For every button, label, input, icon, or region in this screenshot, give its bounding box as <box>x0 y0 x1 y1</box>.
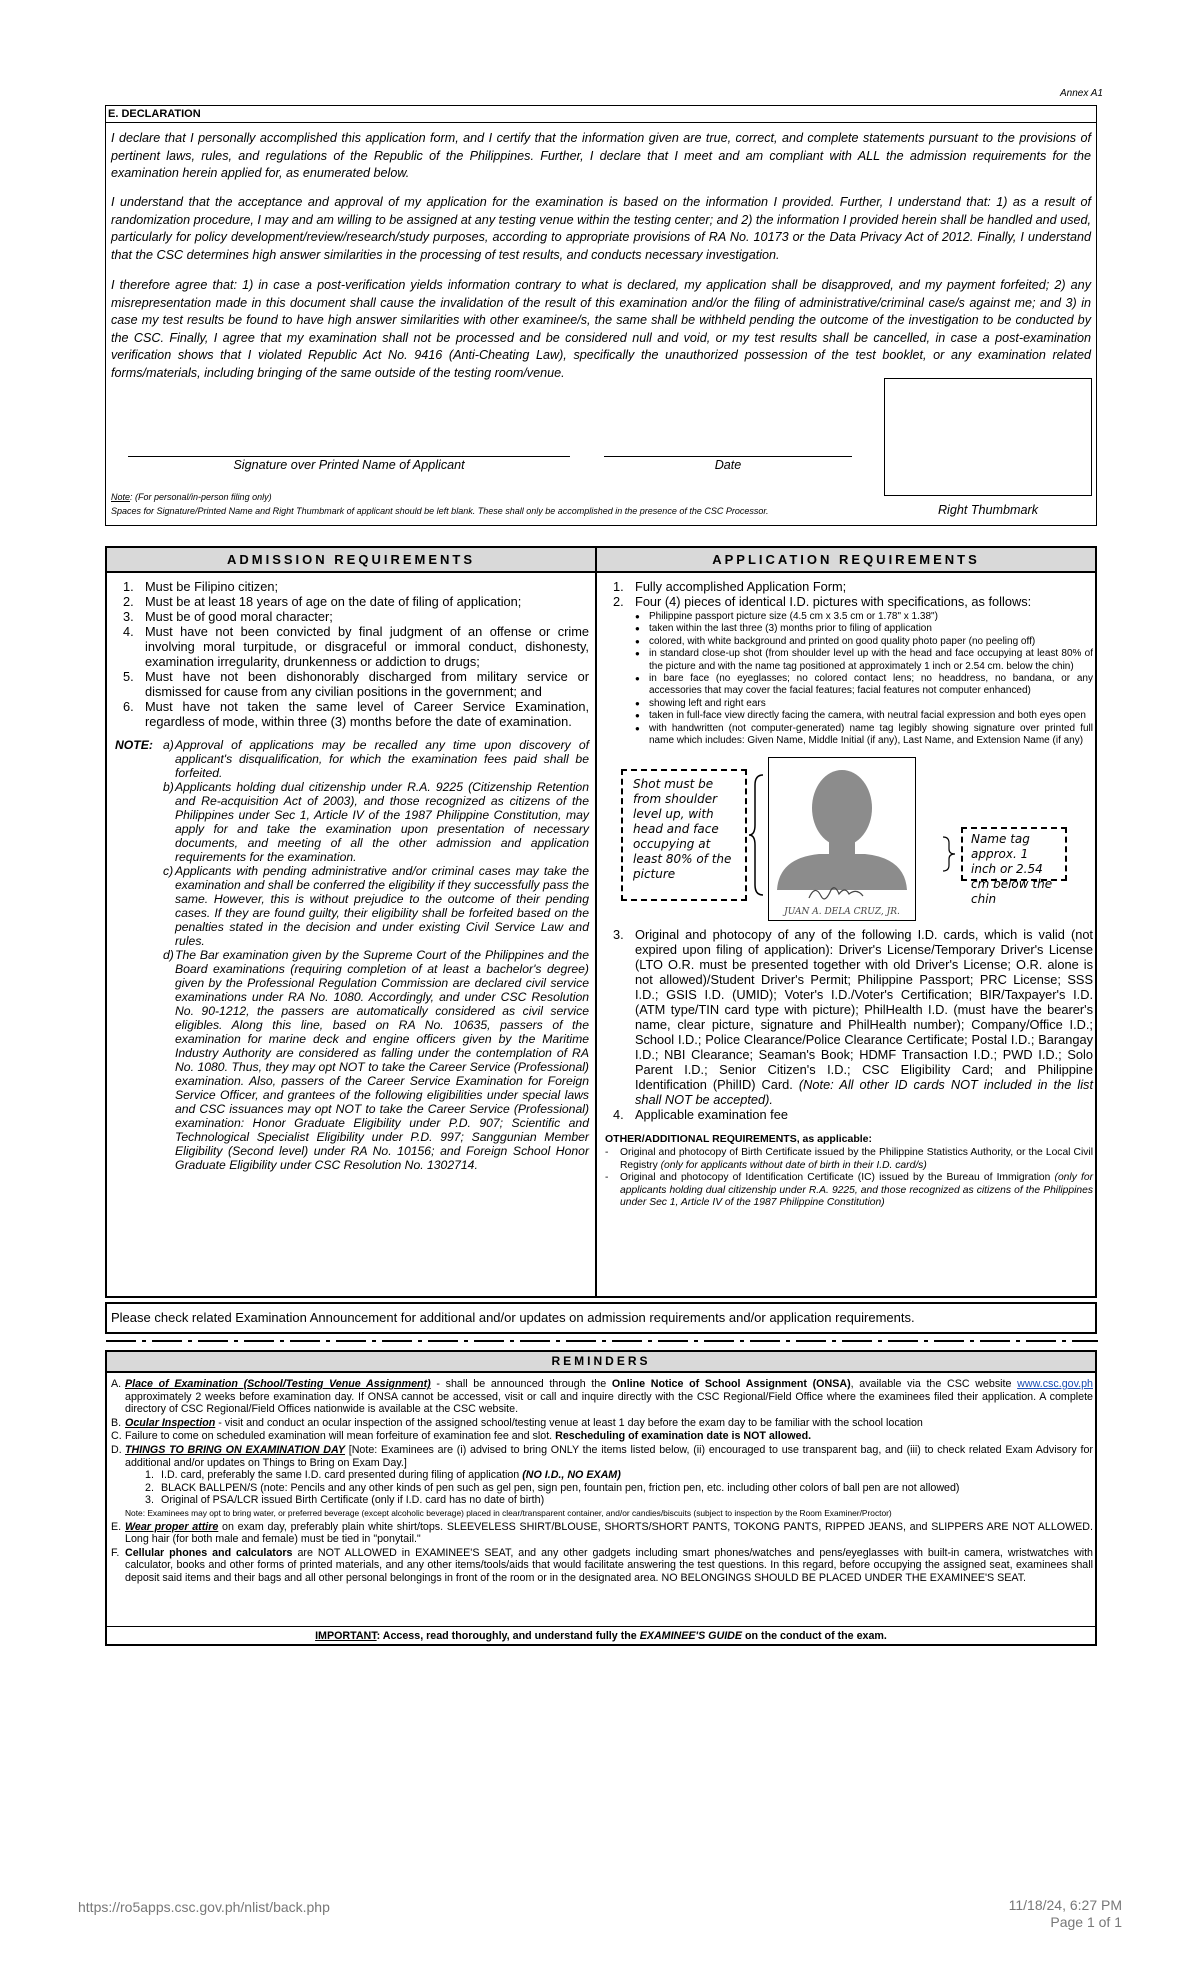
list-item: ● taken within the last three (3) months prior to filing of application <box>635 623 1093 635</box>
things-to-bring-list <box>139 1469 1093 1507</box>
list-item: ● Philippine passport picture size (4.5 cm x 3.5 cm or 1.78" x 1.38") <box>635 611 1093 623</box>
list-item: 1. Fully accomplished Application Form; <box>613 579 847 594</box>
list-item: ● in bare face (no eyeglasses; no colored contact lens; no headdress, no bandana, or any accessories that may cover the facial features; facial features not computer enhanced) <box>635 673 1093 698</box>
other-requirements-list <box>605 1147 1093 1209</box>
list-item: ● with handwritten (not computer-generated) name tag legibly showing signature over printed full name which includes: Given Name, Middle Initial (if any), Last Name, and Extension Name (if any) <box>635 723 1093 748</box>
date-label: Date <box>714 458 742 472</box>
thumbmark-box <box>884 378 1092 496</box>
note-label: Note <box>111 492 131 502</box>
declaration-note-2: Spaces for Signature/Printed Name and Right Thumbmark of applicant should be left blank. These shall only be accomplished in the presence of the CSC Processor. <box>111 506 769 516</box>
declaration-paragraph-2: I understand that the acceptance and approval of my application for the examination is based on the information I provided. Further, I understand that: 1) as a result of randomization procedure, I may and am willing to be assigned at any testing venue within the testing center; and 2) the information I provided herein shall be handled and used, particularly for policy development/review/research/study purposes, according to appropriate provisions of RA No. 10173 or the Data Privacy Act of 2012. Finally, I understand that the CSC determines high answer similarities in the processing of test results, and conducts necessary investigation. <box>111 195 1091 262</box>
right-brace-icon <box>941 835 955 873</box>
admission-heading: ADMISSION REQUIREMENTS <box>226 552 475 567</box>
note-item-c: c) Applicants with pending administrative and/or criminal cases may take the examination and shall be conferred the eligibility if they successfully pass the same. However, this is without prejudice to the outcome of their pending cases. If they are found guilty, their eligibility shall be forfeited based on the penalties stated in the decision and under existing Civil Service Law and rules. <box>163 864 589 948</box>
print-footer-meta <box>1009 1897 1122 1931</box>
list-item: 2. Must be at least 18 years of age on the date of filing of application; <box>123 594 522 609</box>
list-item: ● in standard close-up shot (from shoulder level up with the head and face occupying at least 80% of the picture and with the name tag positioned at approximately 1 inch or 2.54 cm. below the chin) <box>635 648 1093 673</box>
application-heading: APPLICATION REQUIREMENTS <box>712 552 980 567</box>
list-item: 4. Must have not been convicted by final judgment of an offense or crime involving moral turpitude, or disgraceful or immoral conduct, dishonesty, examination irregularity, drunkenness or addiction to drugs; <box>123 624 589 669</box>
print-footer-url: https://ro5apps.csc.gov.ph/nlist/back.php <box>78 1899 330 1915</box>
list-item: 4. Applicable examination fee <box>613 1107 788 1123</box>
list-item: 1. I.D. card, preferably the same I.D. card presented during filing of application (NO I.D., NO EXAM) <box>145 1469 621 1482</box>
declaration-paragraph-3-text: I therefore agree that: 1) in case a post-verification yields information contrary to what is declared, my application shall be disapproved, and my payment forfeited; 2) any misrepresentation made in this document shall cause the invalidation of the result of this examination and/or the filing of administrative/criminal case/s against me; and 3) in case my test results be found to have high answer similarities with other examinee/s, the same shall be withheld pending the outcome of the investigation to be conducted by the CSC. Finally, I agree that my examination shall not be processed and be considered null and void, or my test results shall be cancelled, in case a post-examination verification shows that I violated Republic Act No. 9416 (Anti-Cheating Law), specifically the unauthorized possession of the test booklet, or any examination related forms/materials, including bringing of the same outside of the testing room/venue. <box>111 278 1091 380</box>
things-to-bring-note: Note: Examinees may opt to bring water, or preferred beverage (except alcoholic beverage) placed in clear/transparent container, and/or candies/biscuits (subject to inspection by the Room Examiner/Proctor) <box>125 1507 892 1518</box>
csc-website-link[interactable]: www.csc.gov.ph <box>1017 1378 1093 1390</box>
reminder-a: A. Place of Examination (School/Testing Venue Assignment) - shall be announced through the Online Notice of School Assignment (ONSA), available via the CSC website www.csc.gov.ph approximately 2 weeks before examination day. If ONSA cannot be accessed, visit or call and inquire directly with the CSC Regional/Field Office where the examinees filed their application. A complete directory of CSC Regional/Field Offices nationwide is available at the CSC website. <box>111 1378 1093 1416</box>
picture-spec-list <box>635 611 1093 747</box>
list-item: 2. Four (4) pieces of identical I.D. pictures with specifications, as follows: <box>613 594 1032 609</box>
sample-id-photo <box>768 757 916 921</box>
list-item: - Original and photocopy of Birth Certificate issued by the Philippine Statistics Authority, or the Local Civil Registry (only for applicants without date of birth in their I.D. card/s) <box>605 1147 1093 1171</box>
shot-callout: Shot must be from shoulder level up, with head and face occupying at least 80% of the picture <box>621 769 747 901</box>
declaration-heading: E. DECLARATION <box>106 106 1096 123</box>
annex-label: Annex A1 <box>1060 88 1103 99</box>
list-item: 3. Must be of good moral character; <box>123 609 333 624</box>
other-requirements-heading: OTHER/ADDITIONAL REQUIREMENTS, as applicable: <box>605 1133 873 1146</box>
left-brace-icon <box>749 773 765 897</box>
list-item: 6. Must have not taken the same level of Career Service Examination, regardless of mode, within three (3) months before the date of examination. <box>123 699 589 729</box>
reminders-heading: REMINDERS <box>107 1352 1095 1373</box>
list-item: 5. Must have not been dishonorably discharged from military service or dismissed for cause from any civilian positions in the government; and <box>123 669 589 699</box>
list-item: ● showing left and right ears <box>635 698 1093 710</box>
signature-label: Signature over Printed Name of Applicant <box>233 458 465 472</box>
reminder-c: C. Failure to come on scheduled examination will mean forfeiture of examination fee and slot. Rescheduling of examination date is NOT allowed. <box>111 1430 812 1443</box>
print-page-number: Page 1 of 1 <box>1050 1914 1122 1930</box>
signature-line <box>128 456 570 457</box>
admission-notes <box>115 738 589 1172</box>
list-item: 3. Original and photocopy of any of the following I.D. cards, which is valid (not expired upon filing of application): Driver's License/Temporary Driver's License (LTO O.R. must be presented together with old Driver's License; O.R. alone is not allowed)/Student Driver's Permit; Philippine Passport; PRC License; SSS I.D.; GSIS I.D. (UMID); Voter's I.D./Voter's Certification; BIR/Taxpayer's I.D. (ATM type/TIN card type with picture); PhilHealth I.D. (must have the bearer's name, clear picture, signature and PhilHealth number); Company/Office I.D.; School I.D.; Police Clearance/Police Clearance Certificate; Postal I.D.; Barangay I.D.; NBI Clearance; Seaman's Book; HDMF Transaction I.D.; PWD I.D.; Solo Parent I.D.; Senior Citizen's I.D.; CSC Eligibility Card; and Philippine Identification (PhilID) Card. (Note: All other ID cards NOT included in the list shall NOT be accepted). <box>613 927 1094 1108</box>
list-item: 2. BLACK BALLPEN/S (note: Pencils and any other kinds of pen such as gel pen, sign pen, fountain pen, friction pen, etc. including other colors of ball pen are not allowed) <box>145 1481 960 1494</box>
list-item: ● taken in full-face view directly facing the camera, with neutral facial expression and both eyes open <box>635 710 1093 722</box>
application-list-cont <box>605 927 1093 1122</box>
admission-column <box>115 579 589 1172</box>
thumbmark-label: Right Thumbmark <box>937 503 1039 517</box>
reminders-list <box>111 1378 1093 1585</box>
reminder-f: F. Cellular phones and calculators are NOT ALLOWED in EXAMINEE'S SEAT, and any other gadgets including smart phones/watches and pens/eyeglasses with built-in camera, wristwatches with calculator, books and other forms of printed materials, and any other items/tools/aids that would facilitate answering the test questions. In this regard, before occupying the assigned seat, examinees shall deposit said items and their bags and all other personal belongings in front of the room or in the designated area. NO BELONGINGS SHOULD BE PLACED UNDER THE EXAMINEE'S SEAT. <box>111 1546 1093 1584</box>
declaration-section <box>105 105 1097 526</box>
sample-name-tag: JUAN A. DELA CRUZ, JR. <box>784 907 900 918</box>
list-item: ● colored, with white background and printed on good quality photo paper (no peeling off) <box>635 636 1093 648</box>
admission-list <box>115 579 589 729</box>
date-line <box>604 456 852 457</box>
list-item: 1. Must be Filipino citizen; <box>123 579 278 594</box>
reminders-section <box>105 1350 1097 1646</box>
note-text: : (For personal/in-person filing only) <box>130 492 272 502</box>
note-item-a: NOTE: a) Approval of applications may be recalled any time upon discovery of applicant's disqualification, for which the examination fees paid shall be forfeited. <box>115 738 589 780</box>
requirements-table <box>105 546 1097 1298</box>
reminders-body <box>111 1378 1093 1586</box>
note-label: NOTE: <box>115 738 153 752</box>
note-item-d: d) The Bar examination given by the Supreme Court of the Philippines and the Board examinations (requiring completion of at least a bachelor's degree) given by the Professional Regulation Commission are declared civil service examinations under RA No. 1080. Accordingly, and under CSC Resolution No. 90-1212, the passers are automatically considered as civil service eligibles. Along this line, based on RA No. 10635, passers of the examination for marine deck and engine officers given by the Maritime Industry Authority are considered as falling under the contemplation of RA No. 1080. Thus, they may opt NOT to take the Career Service (Professional) examination. Also, passers of the Career Service Examination for Foreign Service Officer, and grantees of the following eligibilities under special laws and CSC issuances may opt NOT to take the Career Service (Professional) examination: Honor Graduate Eligibility under P.D. 907; Scientific and Technological Specialist Eligibility under P.D. 997; Sanggunian Member Eligibility (Second level) under RA No. 10156; and Foreign School Honor Graduate Eligibility under CSC Resolution No. 1302714. <box>163 948 589 1172</box>
id-picture-figure <box>605 757 1093 923</box>
important-divider <box>107 1626 1095 1627</box>
application-list <box>605 579 1093 609</box>
important-note: IMPORTANT: Access, read thoroughly, and understand fully the EXAMINEE'S GUIDE on the conduct of the exam. <box>315 1630 887 1642</box>
name-tag-callout: Name tag approx. 1 inch or 2.54 cm below the chin <box>961 827 1067 881</box>
note-item-b: b) Applicants holding dual citizenship under R.A. 9225 (Citizenship Retention and Re-acquisition Act of 2003), and those recognized as citizens of the Philippines under Sec 1, Article IV of the 1987 Philippine Constitution, may apply for and take the examination upon presentation of necessary documents, and meeting of all the other admission and application requirements for the examination. <box>163 780 589 864</box>
print-datetime: 11/18/24, 6:27 PM <box>1008 1897 1122 1913</box>
reminder-b: B. Ocular Inspection - visit and conduct an ocular inspection of the assigned school/testing venue at least 1 day before the exam day to be familiar with the school location <box>111 1416 923 1429</box>
announcement-note: Please check related Examination Announcement for additional and/or updates on admission requirements and/or application requirements. <box>105 1302 1097 1334</box>
column-divider <box>595 548 597 1296</box>
list-item: - Original and photocopy of Identification Certificate (IC) issued by the Bureau of Immigration (only for applicants holding dual citizenship under R.A. 9225, and those recognized as citizens of the Philippines under Sec 1, Article IV of the 1987 Philippine Constitution) <box>605 1172 1094 1209</box>
declaration-note <box>111 492 272 502</box>
list-item: 3. Original of PSA/LCR issued Birth Certificate (only if I.D. card has no date of birth) <box>145 1494 545 1507</box>
application-column <box>605 579 1093 1210</box>
declaration-paragraph-3 <box>111 277 1091 382</box>
person-silhouette-icon <box>769 758 915 920</box>
tear-line <box>106 1340 1098 1342</box>
reminder-e: E. Wear proper attire on exam day, preferably plain white shirt/tops. SLEEVELESS SHIRT/BLOUSE, SHORTS/SHORT PANTS, TOKONG PANTS, RIPPED JEANS, and SLIPPERS ARE NOT ALLOWED. Long hair (for both male and female) must be tied in "ponytail." <box>111 1520 1093 1546</box>
declaration-paragraph-1: I declare that I personally accomplished this application form, and I certify that the information given are true, correct, and complete statements pursuant to the provisions of pertinent laws, rules, and regulations of the Republic of the Philippines. Further, I declare that I meet and am compliant with ALL the admission requirements for the examination herein applied for, as enumerated below. <box>111 131 1091 180</box>
reminder-d: D. THINGS TO BRING ON EXAMINATION DAY [Note: Examinees are (i) advised to bring ONLY the items listed below, (ii) encouraged to use transparent bag, and (iii) to check related Exam Advisory for additional and/or updates on Things to Bring on Exam Day.] 1. I.D. card, preferably the same I.D. card presented during filing of application (NO I.D., NO EXAM) 2. BLACK BALLPEN/S (note: Pencils and any other kinds of pen such as gel pen, sign pen, fountain pen, friction pen, etc. including other colors of ball pen are not allowed) 3. Original of PSA/LCR issued Birth Certificate (only if I.D. card has no date of birth) Note: Examinees may opt to bring water, or preferred beverage (except alcoholic beverage) placed in clear/transparent container, and/or candies/biscuits (subject to inspection by the Room Examiner/Proctor) <box>111 1443 1093 1518</box>
